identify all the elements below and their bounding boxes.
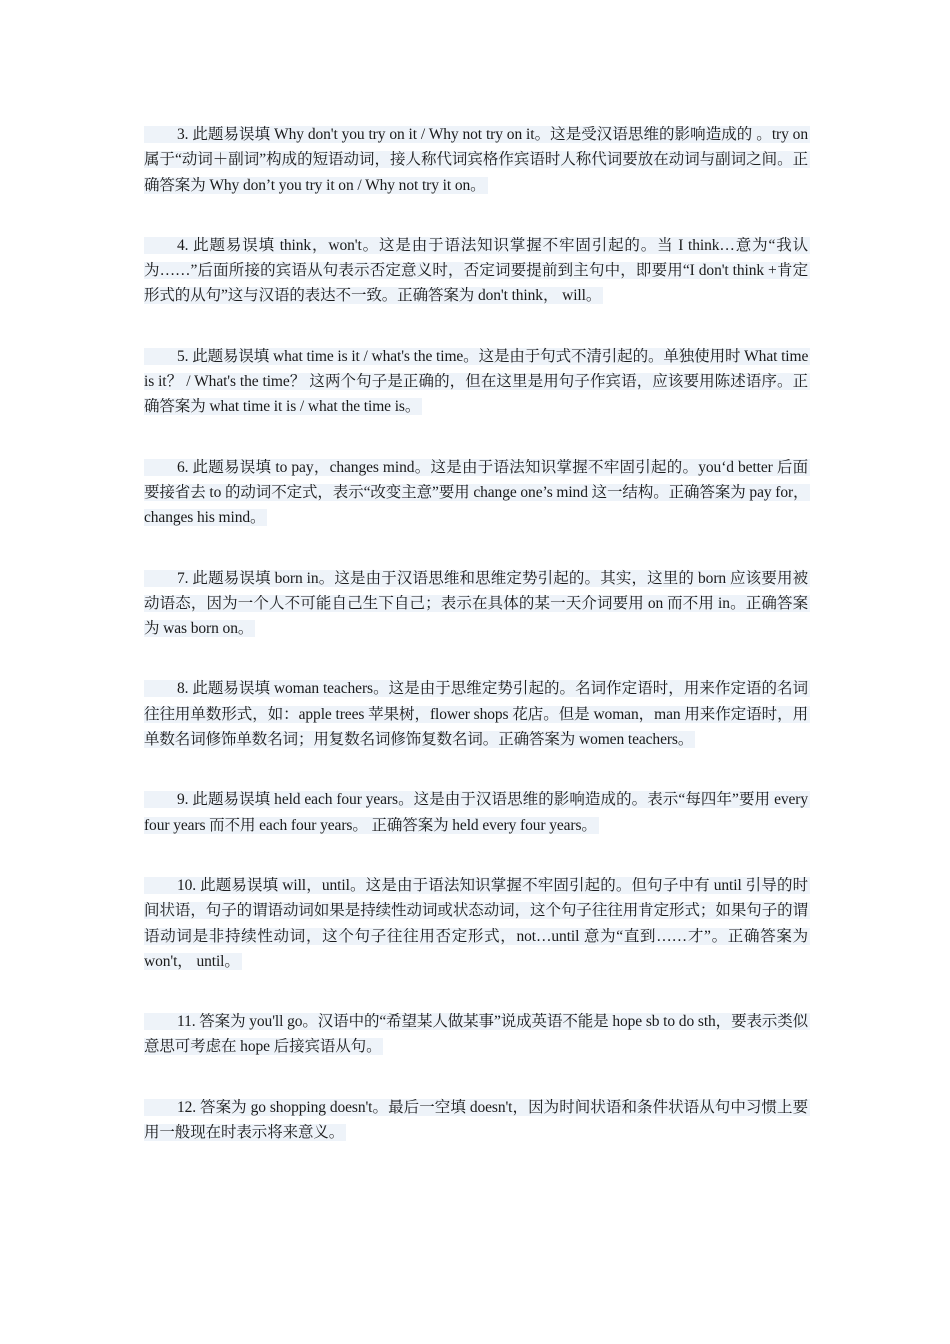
answer-paragraph-11: [144, 1009, 810, 1060]
answer-paragraph-5: [144, 344, 810, 420]
answer-paragraph-6: [144, 455, 810, 531]
paragraph-text: 11. 答案为 you'll go。汉语中的“希望某人做某事”说成英语不能是 hope sb to do sth，要表示类似意思可考虑在 hope 后接宾语从句。: [144, 1013, 809, 1056]
paragraph-text: 9. 此题易误填 held each four years。这是由于汉语思维的影响造成的。表示“每四年”要用 every four years 而不用 each four years。 正确答案为 held every four years。: [144, 791, 808, 834]
answer-paragraph-4: [144, 233, 810, 309]
answer-paragraph-9: [144, 787, 810, 838]
paragraph-text: 5. 此题易误填 what time is it / what's the time。这是由于句式不清引起的。单独使用时 What time is it？ / What's the time？ 这两个句子是正确的，但在这里是用句子作宾语，应该要用陈述语序。正确答案为 what time it is / what the time is。: [144, 347, 809, 416]
answer-paragraph-10: [144, 873, 810, 974]
answer-paragraph-7: [144, 566, 810, 642]
answer-paragraph-8: [144, 676, 810, 752]
paragraph-text: 3. 此题易误填 Why don't you try on it / Why not try on it。这是受汉语思维的影响造成的 。try on 属于“动词＋副词”构成的短语动词，接人称代词宾格作宾语时人称代词要放在动词与副词之间。正确答案为 Why don’t you try it on / Why not try it on。: [144, 126, 808, 194]
answer-paragraph-3: [144, 122, 810, 198]
document-body: [144, 122, 810, 1180]
paragraph-text: 7. 此题易误填 born in。这是由于汉语思维和思维定势引起的。其实，这里的 born 应该要用被动语态，因为一个人不可能自己生下自己；表示在具体的某一天介词要用 on 而不用 in。正确答案为 was born on。: [144, 569, 808, 638]
paragraph-text: 6. 此题易误填 to pay，changes mind。这是由于语法知识掌握不牢固引起的。you‘d better 后面要接省去 to 的动词不定式，表示“改变主意”要用 change one’s mind 这一结构。正确答案为 pay for， changes his mind。: [144, 458, 809, 527]
answer-paragraph-12: [144, 1095, 810, 1146]
paragraph-text: 8. 此题易误填 woman teachers。这是由于思维定势引起的。名词作定语时，用来作定语的名词往往用单数形式，如：apple trees 苹果树，flower shops 花店。但是 woman，man 用来作定语时，用单数名词修饰单数名词；用复数名词修饰复数名词。正确答案为 women teachers。: [144, 680, 808, 749]
paragraph-text: 10. 此题易误填 will，until。这是由于语法知识掌握不牢固引起的。但句子中有 until 引导的时间状语，句子的谓语动词如果是持续性动词或状态动词，这个句子往往用肯定形式；如果句子的谓语动词是非持续性动词，这个句子往往用否定形式，not…until 意为“直到……才”。正确答案为 won't， until。: [144, 876, 808, 970]
paragraph-text: 4. 此题易误填 think，won't。这是由于语法知识掌握不牢固引起的。当 I think…意为“我认为……”后面所接的宾语从句表示否定意义时，否定词要提前到主句中，即要用“I don't think +肯定形式的从句”这与汉语的表达不一致。正确答案为 don't think， will。: [144, 236, 808, 305]
paragraph-text: 12. 答案为 go shopping doesn't。最后一空填 doesn't，因为时间状语和条件状语从句中习惯上要用一般现在时表示将来意义。: [144, 1098, 808, 1142]
